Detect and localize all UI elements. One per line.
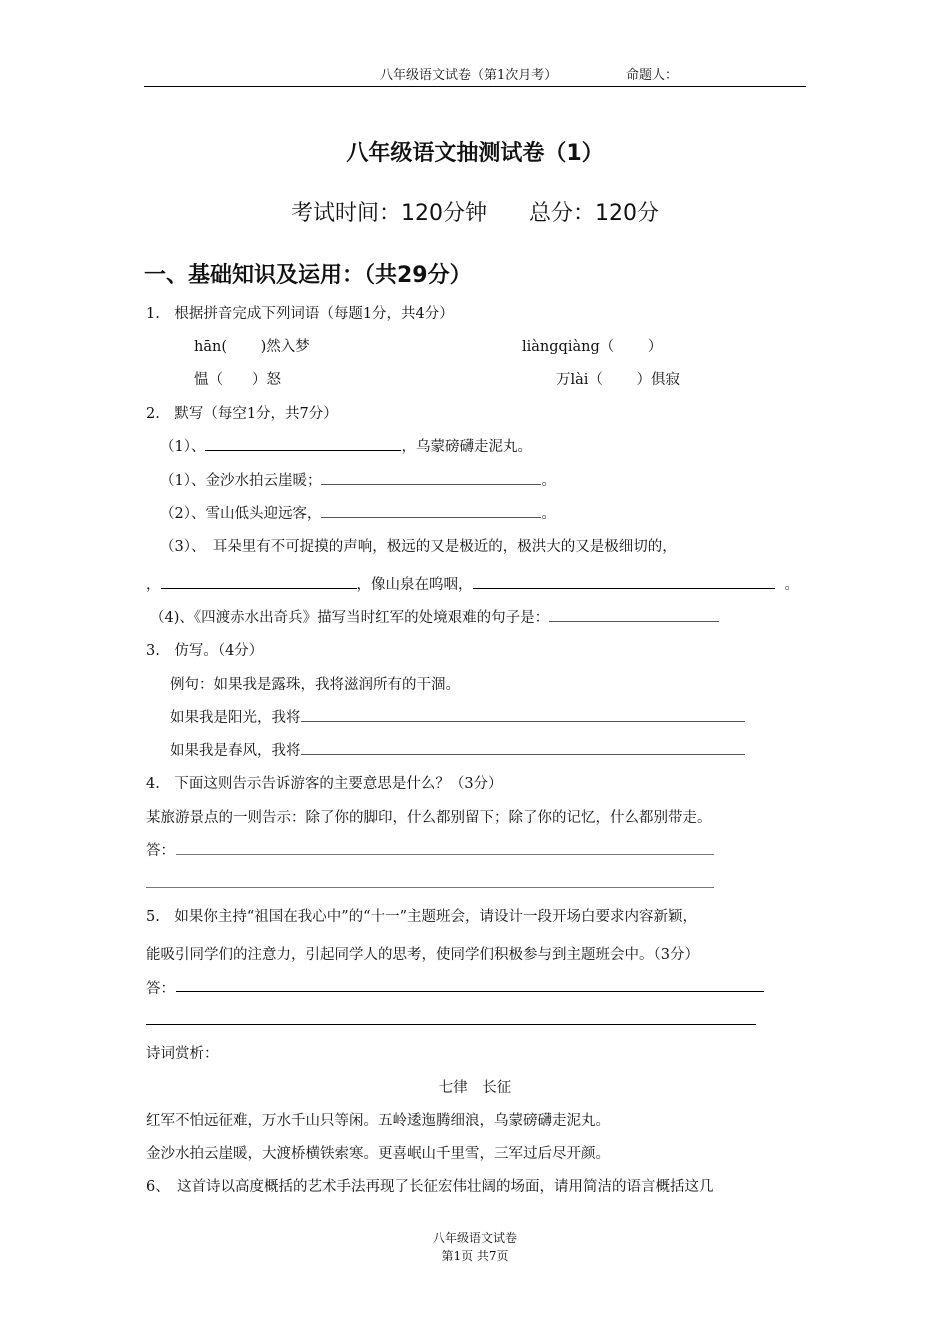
q2-line-5-end: 。 xyxy=(784,577,799,593)
q2-line-5 xyxy=(146,573,799,594)
exam-time: 考试时间：120分钟 xyxy=(291,201,487,226)
exam-total-score: 总分：120分 xyxy=(529,201,659,226)
q2-blank-1[interactable] xyxy=(205,436,401,451)
q1-item-1: hān( )然入梦 xyxy=(194,339,310,355)
q3-line-b-text: 如果我是春风，我将 xyxy=(170,743,301,759)
q3-prompt: 3. 仿写。（4分） xyxy=(146,643,264,659)
q2-line-5-comma: ， xyxy=(146,577,161,593)
q2-line-4: （3）、 耳朵里有不可捉摸的声响，极远的又是极近的，极洪大的又是极细切的， xyxy=(160,539,677,555)
q2-blank-5[interactable] xyxy=(473,574,775,589)
q2-line-2 xyxy=(160,469,556,490)
footer-title: 八年级语文试卷 xyxy=(432,1231,517,1245)
exam-info xyxy=(0,196,950,227)
q3-example: 例句：如果我是露珠，我将滋润所有的干涸。 xyxy=(170,677,460,693)
header-exam-title: 八年级语文试卷（第1次月考） xyxy=(380,68,558,83)
q5-line-1: 5. 如果你主持“祖国在我心中”的“十一”主题班会，请设计一段开场白要求内容新颖， xyxy=(146,909,697,925)
q2-line-1-text: ，乌蒙磅礴走泥丸。 xyxy=(401,439,532,455)
q6-prompt: 6、 这首诗以高度概括的艺术手法再现了长征宏伟壮阔的场面，请用简洁的语言概括这几 xyxy=(146,1179,714,1195)
q4-prompt: 4. 下面这则告示告诉游客的主要意思是什么？（3分） xyxy=(146,776,503,792)
q2-line-1 xyxy=(160,435,532,456)
q1-item-4: 万lài（ ）俱寂 xyxy=(556,372,681,388)
q2-line-3 xyxy=(160,502,556,523)
q5-answer-line-1[interactable] xyxy=(176,991,764,992)
q2-blank-6[interactable] xyxy=(549,607,719,622)
section-heading: 一、基础知识及运用：（共29分） xyxy=(144,263,472,288)
poem-line-2: 金沙水拍云崖暖，大渡桥横铁索寒。更喜岷山千里雪，三军过后尽开颜。 xyxy=(146,1146,610,1162)
q3-blank-b[interactable] xyxy=(301,740,745,755)
q2-line-1-label: （1）、 xyxy=(160,439,206,455)
poem-label: 诗词赏析： xyxy=(146,1046,219,1062)
q2-prompt: 2. 默写（每空1分，共7分） xyxy=(146,406,338,422)
q2-line-2-text: （1）、金沙水拍云崖暖； xyxy=(160,473,322,489)
q2-blank-4[interactable] xyxy=(161,574,357,589)
q2-blank-2[interactable] xyxy=(321,470,541,485)
q3-line-a xyxy=(170,706,745,727)
q4-answer-line-2[interactable] xyxy=(146,887,714,888)
q1-item-3: 愠（ ）怒 xyxy=(194,372,281,388)
header-author: 命题人： xyxy=(626,68,679,83)
q2-line-5-text: ，像山泉在呜咽， xyxy=(356,577,473,593)
q1-item-2: liàngqiàng（ ） xyxy=(522,339,663,355)
footer-page-number: 第1页 共7页 xyxy=(441,1249,509,1263)
q3-line-a-text: 如果我是阳光，我将 xyxy=(170,710,301,726)
q5-answer-line-2[interactable] xyxy=(146,1024,756,1025)
q5-line-2: 能吸引同学们的注意力，引起同学人的思考，使同学们积极参与到主题班会中。（3分） xyxy=(146,947,699,963)
q4-answer-line-1[interactable] xyxy=(176,854,714,855)
poem-title: 七律 长征 xyxy=(438,1080,512,1096)
q2-line-6 xyxy=(150,606,719,627)
q2-line-2-end: 。 xyxy=(541,473,556,489)
q2-line-6-text: （4)、《四渡赤水出奇兵》描写当时红军的处境艰难的句子是： xyxy=(150,610,550,626)
q2-line-3-text: （2）、雪山低头迎远客， xyxy=(160,506,322,522)
q4-notice: 某旅游景点的一则告示：除了你的脚印，什么都别留下；除了你的记忆，什么都别带走。 xyxy=(146,810,712,826)
q1-prompt: 1. 根据拼音完成下列词语（每题1分，共4分） xyxy=(146,306,454,322)
poem-line-1: 红军不怕远征难，万水千山只等闲。五岭逶迤腾细浪，乌蒙磅礴走泥丸。 xyxy=(146,1113,610,1129)
page-title: 八年级语文抽测试卷（1） xyxy=(346,141,604,166)
q2-blank-3[interactable] xyxy=(321,503,541,518)
q2-line-3-end: 。 xyxy=(541,506,556,522)
page-header xyxy=(144,64,806,87)
q3-blank-a[interactable] xyxy=(301,707,745,722)
q5-answer-label: 答： xyxy=(146,981,175,997)
q4-answer-label: 答： xyxy=(146,843,175,859)
q3-line-b xyxy=(170,739,745,760)
